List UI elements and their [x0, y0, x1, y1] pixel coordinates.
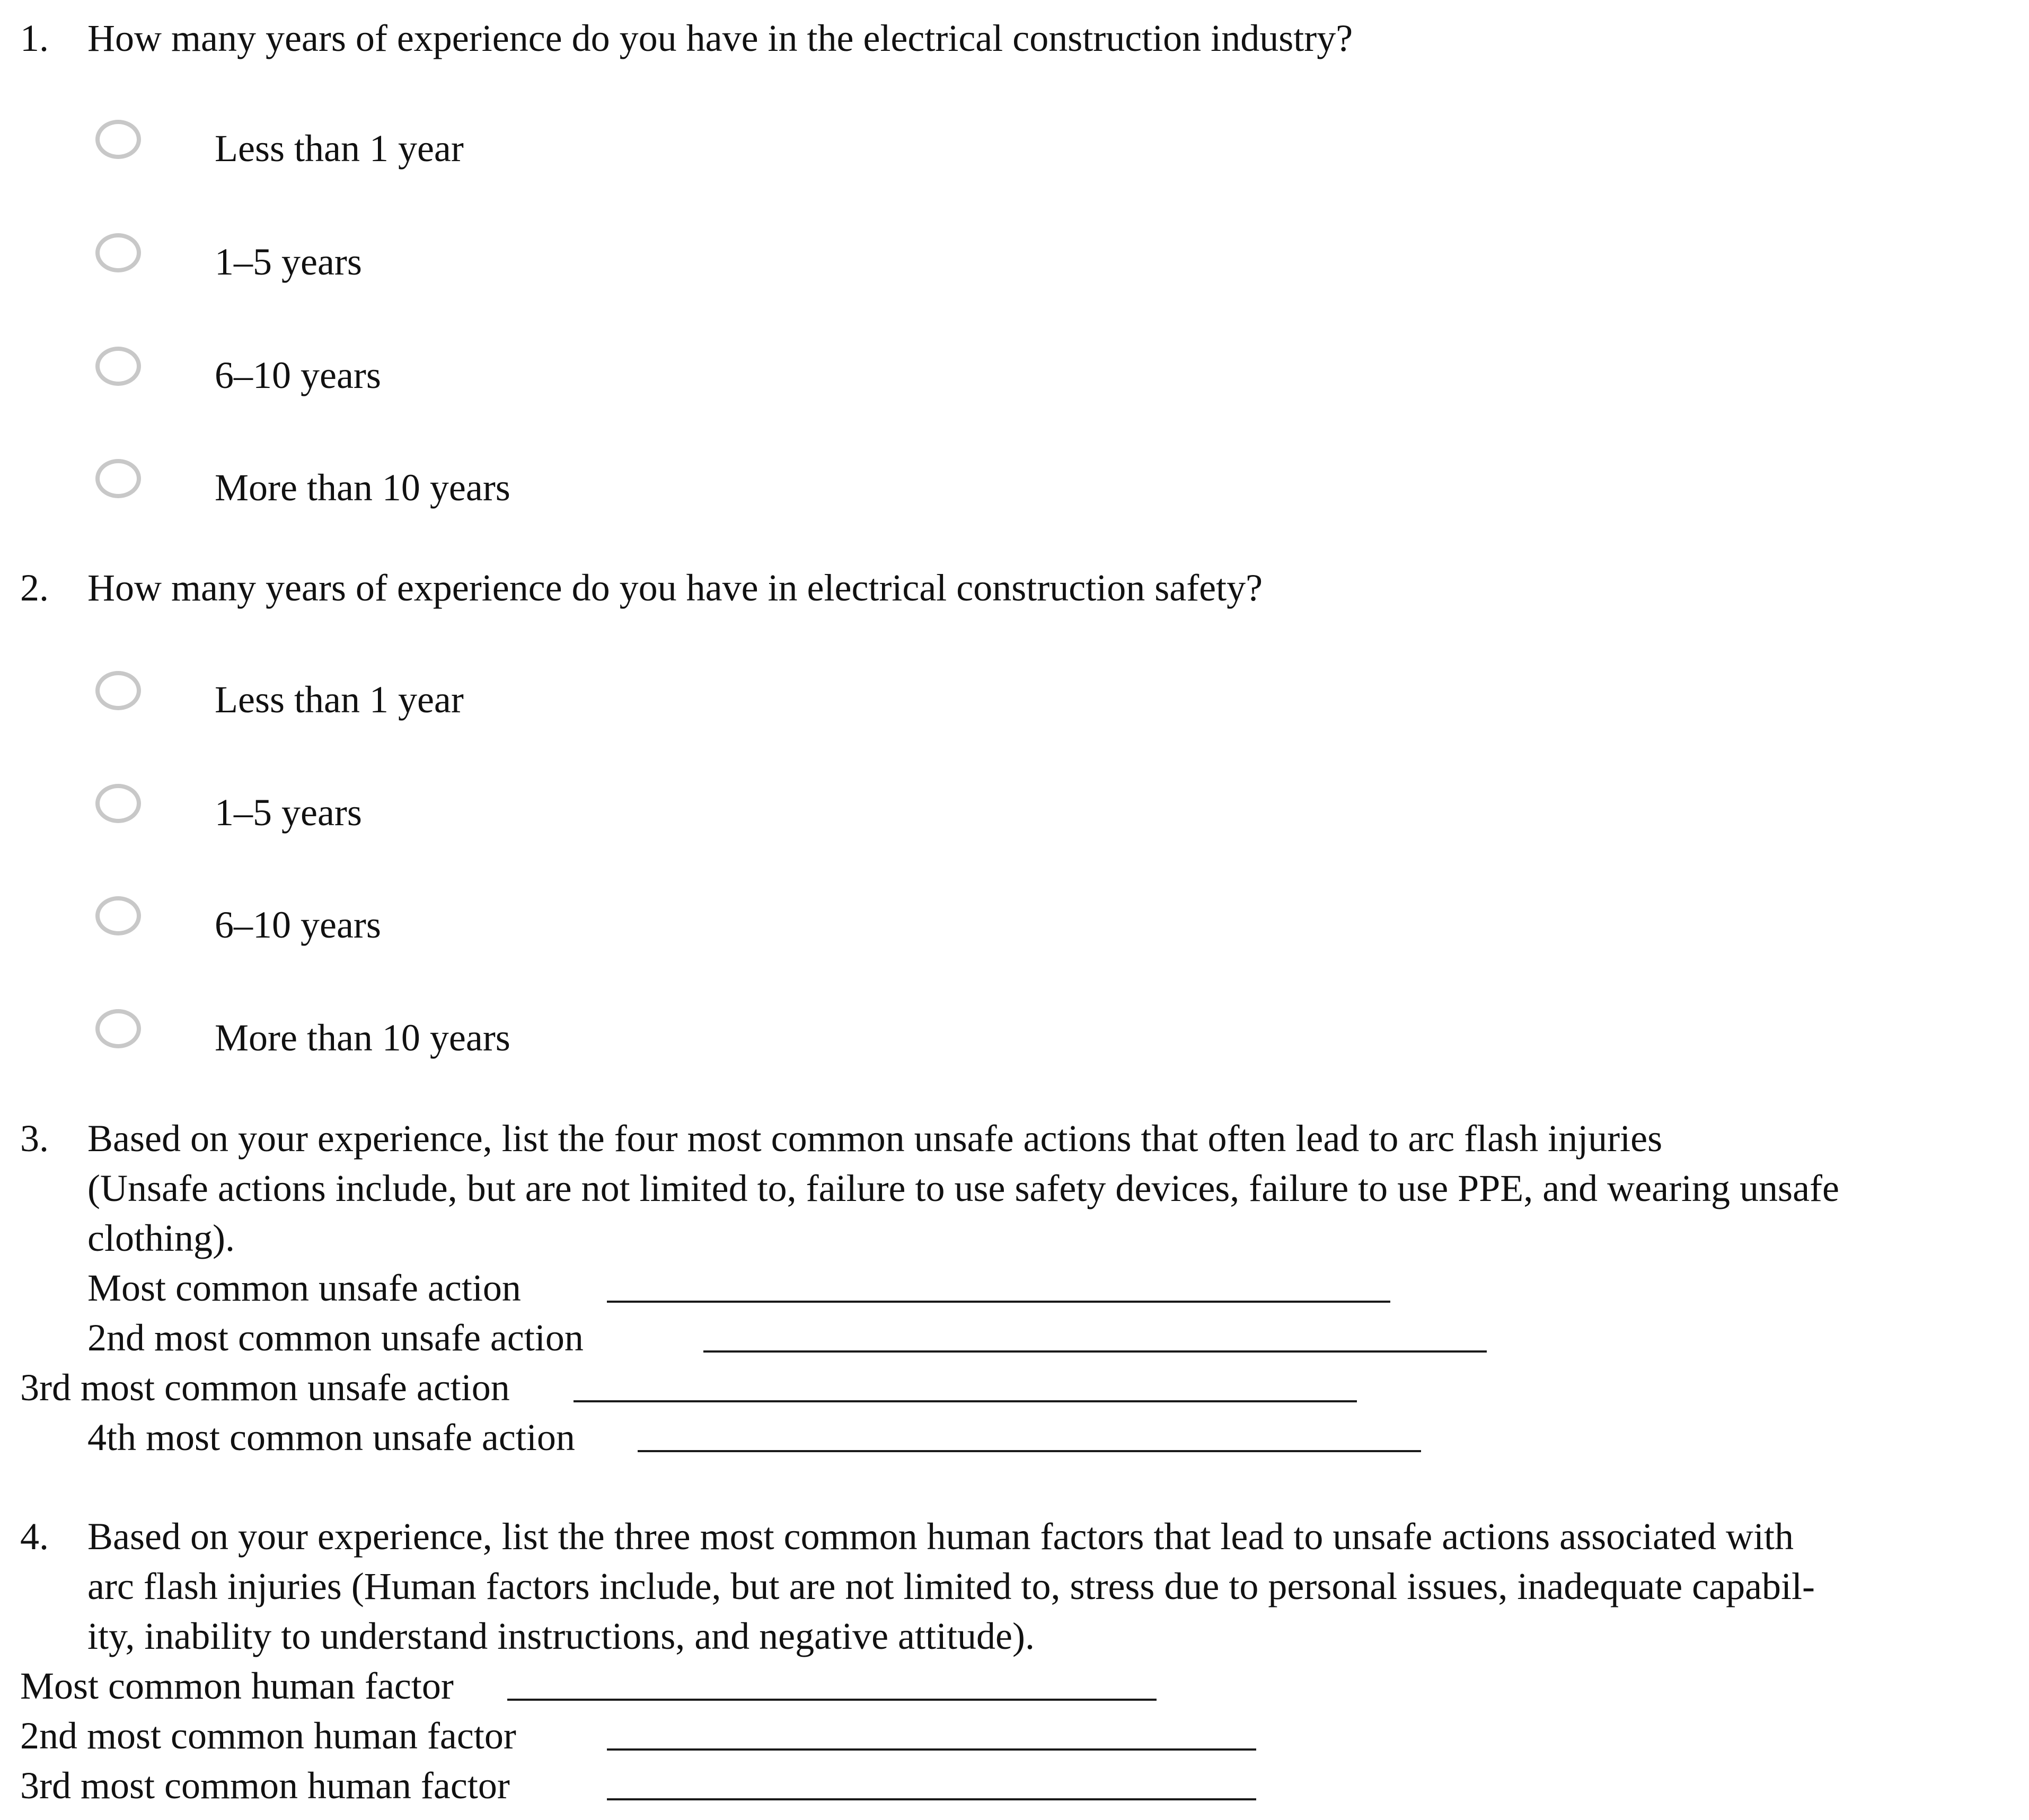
question-4-text-line-3: ity, inability to understand instructions, and negative attitude).	[87, 1615, 1035, 1657]
question-4-text-line-1: Based on your experience, list the three most common human factors that lead to unsafe actions associated with	[87, 1515, 1794, 1558]
question-2-number: 2.	[20, 567, 49, 609]
q3-field-2-input[interactable]	[703, 1350, 1487, 1353]
question-4-number: 4.	[20, 1515, 49, 1558]
q1-option-4-label: More than 10 years	[215, 466, 510, 509]
q4-field-1-input[interactable]	[507, 1699, 1157, 1701]
radio-q1-option-3[interactable]	[95, 347, 141, 386]
question-2-text: How many years of experience do you have in electrical construction safety?	[87, 567, 1263, 609]
q3-field-4-label: 4th most common unsafe action	[87, 1416, 575, 1459]
q4-field-2-input[interactable]	[607, 1748, 1256, 1751]
q4-field-2-label: 2nd most common human factor	[20, 1715, 516, 1757]
radio-q1-option-2[interactable]	[95, 233, 141, 272]
q2-option-1-label: Less than 1 year	[215, 678, 464, 721]
radio-q1-option-4[interactable]	[95, 459, 141, 498]
question-3-number: 3.	[20, 1117, 49, 1160]
q3-field-1-label: Most common unsafe action	[87, 1267, 521, 1309]
q2-option-2-label: 1–5 years	[215, 791, 362, 834]
question-3-text-line-1: Based on your experience, list the four most common unsafe actions that often lead to arc flash injuries	[87, 1117, 1663, 1160]
radio-q2-option-4[interactable]	[95, 1009, 141, 1048]
q2-option-4-label: More than 10 years	[215, 1017, 510, 1059]
q1-option-3-label: 6–10 years	[215, 354, 381, 396]
q3-field-1-input[interactable]	[607, 1301, 1390, 1303]
q1-option-1-label: Less than 1 year	[215, 127, 464, 170]
question-1-text: How many years of experience do you have in the electrical construction industry?	[87, 17, 1353, 59]
q1-option-2-label: 1–5 years	[215, 241, 362, 283]
q4-field-3-input[interactable]	[607, 1798, 1256, 1800]
q3-field-4-input[interactable]	[638, 1450, 1421, 1452]
question-1-number: 1.	[20, 17, 49, 59]
q3-field-3-label: 3rd most common unsafe action	[20, 1366, 510, 1409]
radio-q2-option-3[interactable]	[95, 896, 141, 935]
radio-q1-option-1[interactable]	[95, 120, 141, 159]
q3-field-3-input[interactable]	[574, 1400, 1357, 1402]
question-3-text-line-2: (Unsafe actions include, but are not limited to, failure to use safety devices, failure to use PPE, and wearing unsafe	[87, 1167, 1839, 1209]
question-4-text-line-2: arc flash injuries (Human factors include, but are not limited to, stress due to personal issues, inadequate capabil-	[87, 1565, 1815, 1607]
q4-field-3-label: 3rd most common human factor	[20, 1764, 510, 1807]
q4-field-1-label: Most common human factor	[20, 1665, 454, 1707]
q3-field-2-label: 2nd most common unsafe action	[87, 1317, 584, 1359]
q2-option-3-label: 6–10 years	[215, 904, 381, 946]
radio-q2-option-1[interactable]	[95, 671, 141, 710]
radio-q2-option-2[interactable]	[95, 784, 141, 823]
question-3-text-line-3: clothing).	[87, 1217, 235, 1259]
